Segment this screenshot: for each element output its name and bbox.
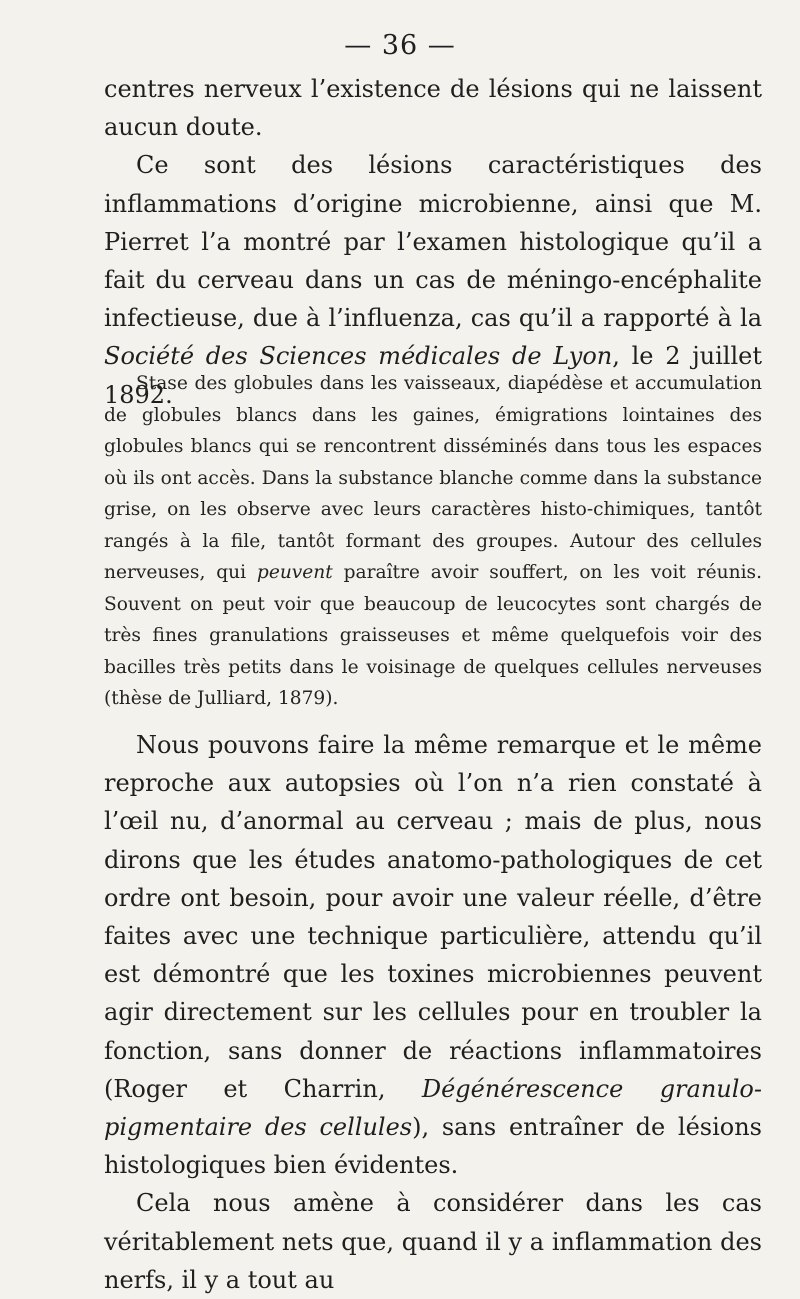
paragraph-3	[104, 726, 762, 1184]
paragraph-2-text-b: , le 2 juillet 1892.	[104, 342, 763, 409]
quote-text-b: paraître avoir souffert, on les voit réunis. Souvent on peut voir que beaucoup de leucocytes sont chargés de très fines granulations graisseuses et même quelquefois voir des bacilles très petits dans le voisinage de quelques cellules nerveuses (thèse de Julliard, 1879).	[104, 562, 762, 709]
journal-title: Société des Sciences médicales de Lyon	[104, 342, 613, 371]
quoted-passage	[104, 368, 762, 715]
main-text-bottom	[104, 726, 762, 1299]
quote-italic-word: peuvent	[256, 562, 333, 583]
paragraph-1: centres nerveux l’existence de lésions qui ne laissent aucun doute.	[104, 75, 762, 142]
paragraph-4: Cela nous amène à considérer dans les cas véritablement nets que, quand il y a inflammation des nerfs, il y a tout au	[104, 1189, 762, 1294]
paragraph-3-text-a: Nous pouvons faire la même remarque et le même reproche aux autopsies où l’on n’a rien constaté à l’œil nu, d’anormal au cerveau ; mais de plus, nous dirons que les études anatomo-pathologiques de cet ordre ont besoin, pour avoir une valeur réelle, d’être faites avec une technique particulière, attendu qu’il est démontré que les toxines microbiennes peuvent agir directement sur les cellules pour en troubler la fonction, sans donner de réactions inflammatoires (Roger et Charrin,	[104, 731, 762, 1103]
page-number: — 36 —	[344, 30, 456, 61]
quote-text-a: Stase des globules dans les vaisseaux, diapédèse et accumulation de globules blancs dans les gaines, émigrations lointaines des globules blancs qui se rencontrent disséminés dans tous les espaces où ils ont accès. Dans la substance blanche comme dans la substance grise, on les observe avec leurs caractères histo-chimiques, tantôt rangés à la file, tantôt formant des groupes. Autour des cellules nerveuses, qui	[104, 373, 762, 583]
paragraph-2-text-a: Ce sont des lésions caractéristiques des inflammations d’origine microbienne, ainsi que M. Pierret l’a montré par l’examen histologique qu’il a fait du cerveau dans un cas de méningo-encéphalite infectieuse, due à l’influenza, cas qu’il a rapporté à la	[104, 151, 762, 333]
paragraph-3-text-b: ), sans entraîner de lésions histologiques bien évidentes.	[104, 1113, 762, 1180]
cited-work-title: Dégénérescence granulo-pigmentaire des cellules	[104, 1074, 762, 1142]
main-text-top	[104, 70, 762, 414]
